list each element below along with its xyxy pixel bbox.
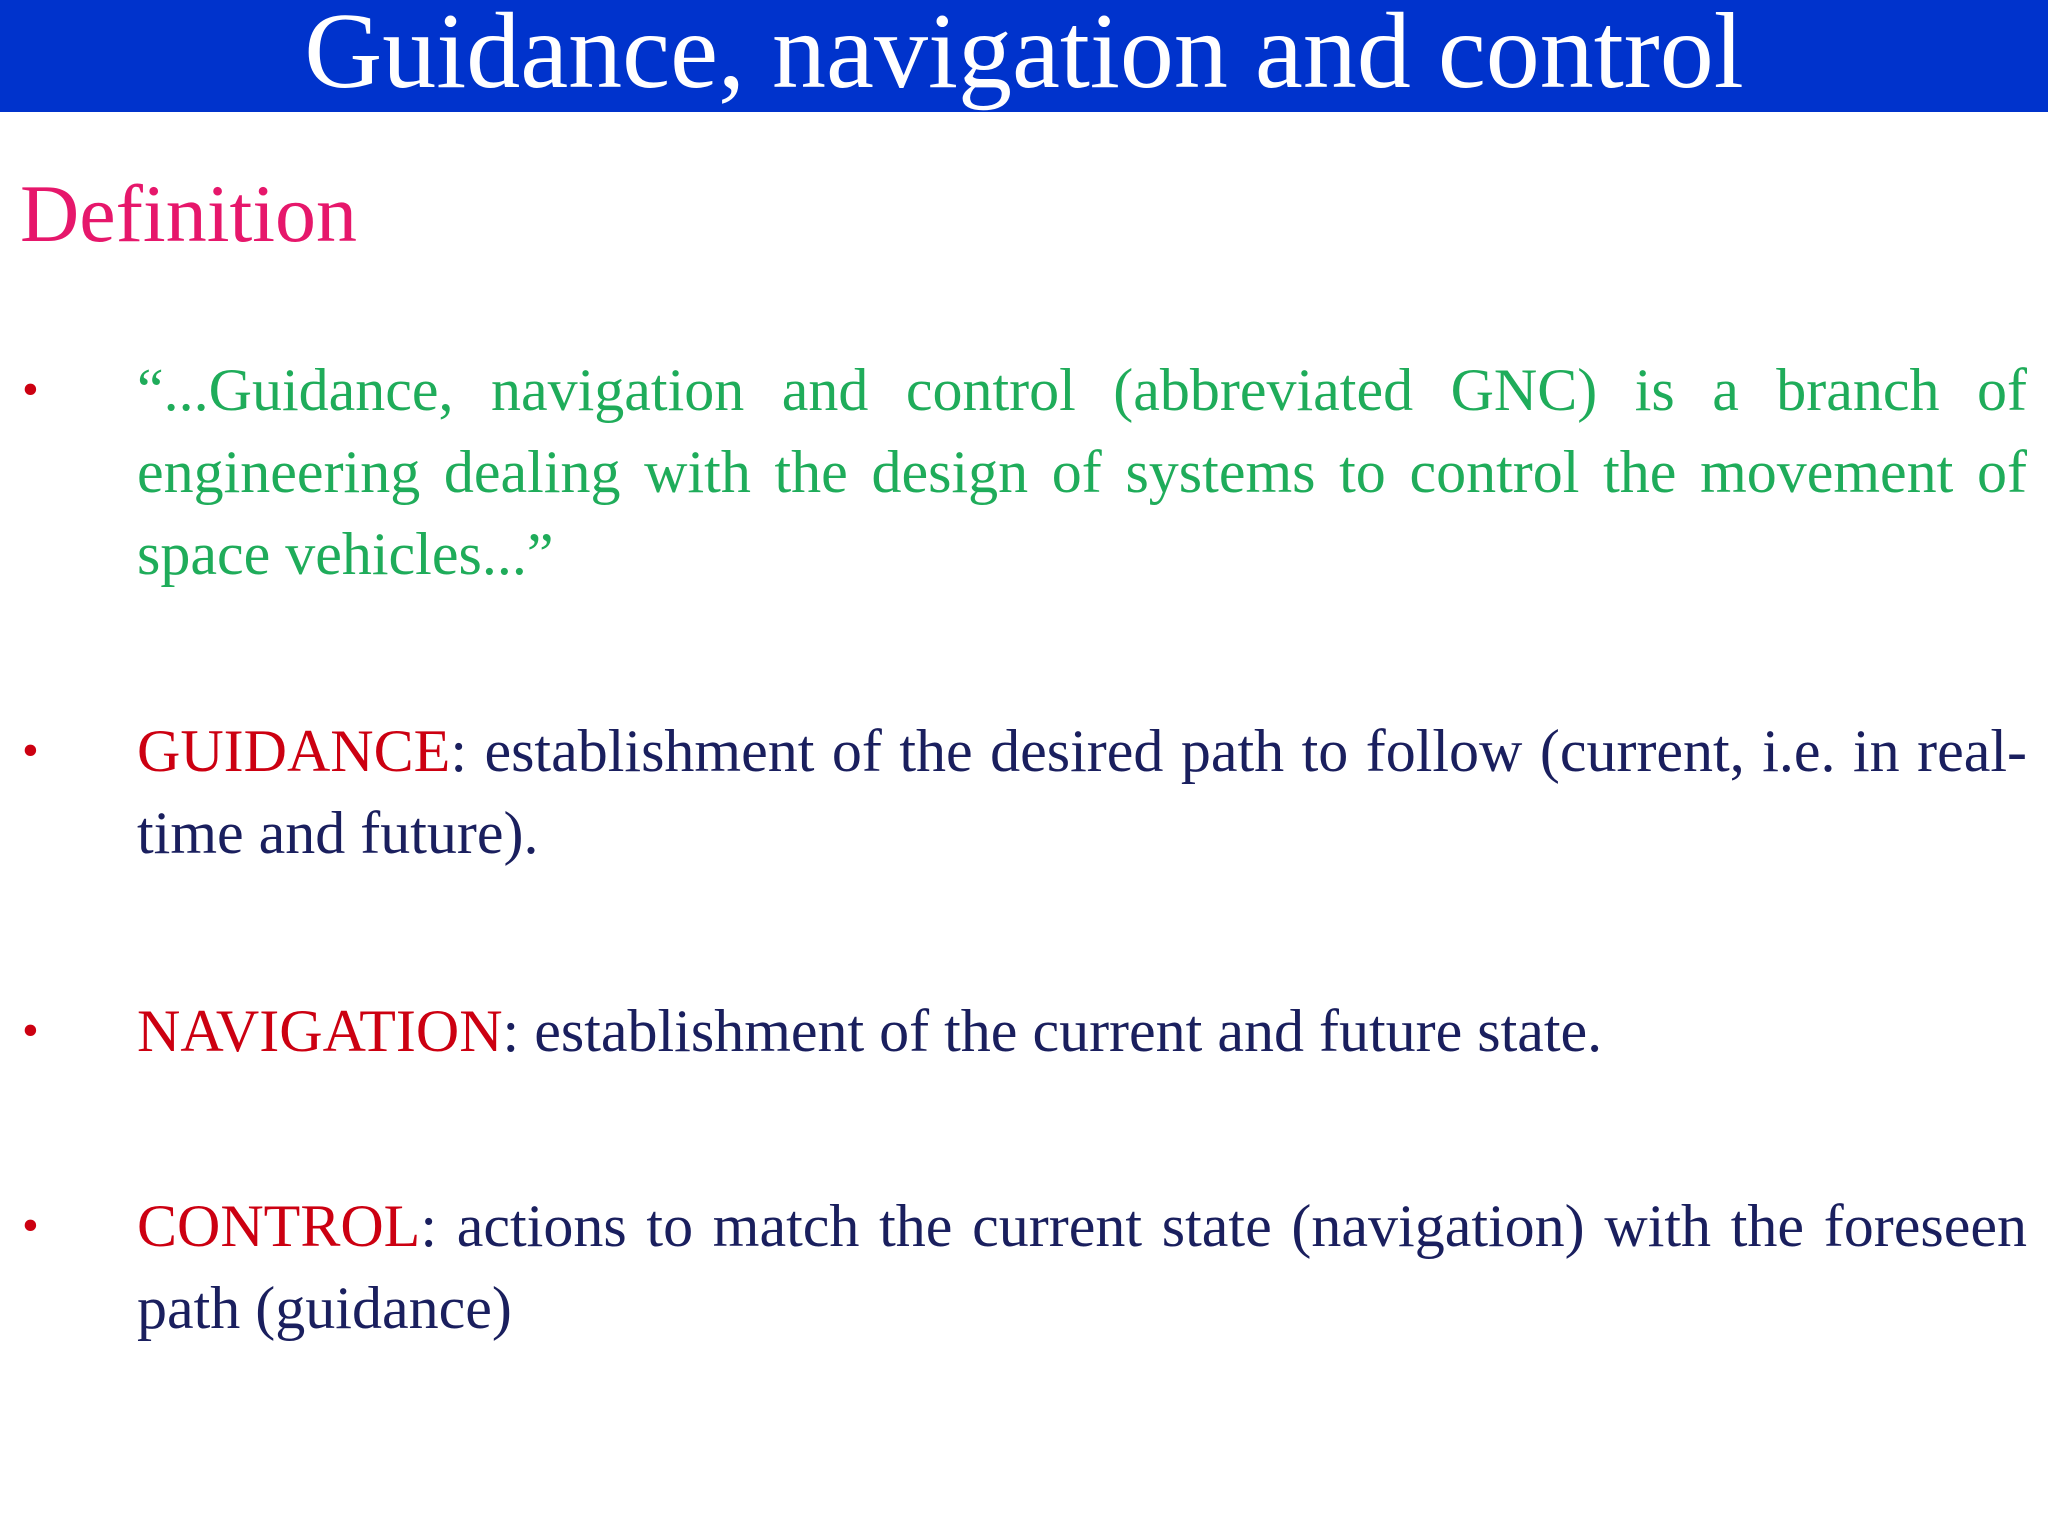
navigation-definition: : establishment of the current and future state. [502, 998, 1603, 1064]
bullet-marker: • [22, 1004, 39, 1057]
control-definition: : actions to match the current state (navigation) with the foreseen path (guidance) [137, 1193, 2027, 1341]
bullet-body [137, 1185, 2027, 1349]
bullet-marker: • [22, 363, 39, 416]
keyword-navigation: NAVIGATION [137, 998, 503, 1064]
bullet-body [137, 990, 2027, 1072]
keyword-guidance: GUIDANCE [137, 718, 451, 784]
bullet-marker: • [22, 1199, 39, 1252]
guidance-definition: : establishment of the desired path to follow (current, i.e. in real-time and future). [137, 718, 2027, 866]
gnc-definition-quote: “...Guidance, navigation and control (abbreviated GNC) is a branch of engineering dealing with the design of systems to control the movement of space vehicles...” [137, 357, 2027, 587]
section-heading: Definition [20, 168, 358, 259]
bullet-body [137, 710, 2027, 874]
bullet-marker: • [22, 724, 39, 777]
slide-title: Guidance, navigation and control [304, 0, 1744, 111]
keyword-control: CONTROL [137, 1193, 421, 1259]
title-bar [0, 0, 2048, 112]
